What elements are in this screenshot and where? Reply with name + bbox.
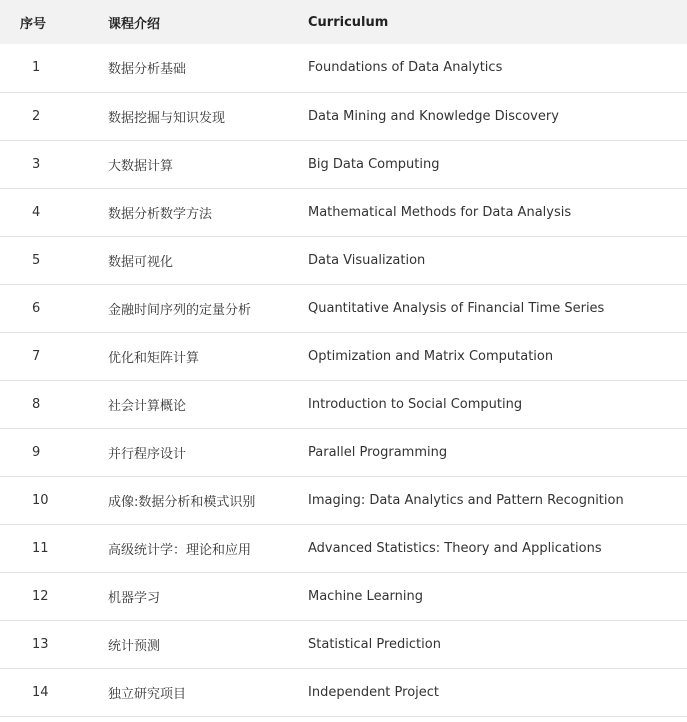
course-name-chinese: 数据可视化 <box>108 254 174 270</box>
header-index: 序号 <box>20 16 47 32</box>
table-row <box>0 524 687 572</box>
course-name-chinese: 数据挖掘与知识发现 <box>108 110 226 126</box>
row-index: 14 <box>32 684 49 700</box>
course-name-english: Machine Learning <box>308 588 423 604</box>
table-row <box>0 44 687 92</box>
course-name-english: Statistical Prediction <box>308 636 441 652</box>
table-row <box>0 140 687 188</box>
table-row <box>0 428 687 476</box>
course-name-english: Data Mining and Knowledge Discovery <box>308 108 559 124</box>
row-index: 9 <box>32 444 41 460</box>
header-chinese-course: 课程介绍 <box>108 16 161 32</box>
row-index: 10 <box>32 492 49 508</box>
course-name-chinese: 机器学习 <box>108 590 161 606</box>
table-row <box>0 668 687 716</box>
course-name-chinese: 成像:数据分析和模式识别 <box>108 494 256 510</box>
course-name-english: Data Visualization <box>308 252 426 268</box>
row-index: 7 <box>32 348 41 364</box>
course-name-english: Parallel Programming <box>308 444 448 460</box>
row-index: 11 <box>32 540 49 556</box>
course-name-chinese: 高级统计学：理论和应用 <box>108 542 252 558</box>
row-index: 2 <box>32 108 41 124</box>
table-row <box>0 380 687 428</box>
header-row <box>0 0 687 44</box>
table-row <box>0 188 687 236</box>
row-index: 1 <box>32 60 41 76</box>
course-name-english: Independent Project <box>308 684 440 700</box>
row-index: 3 <box>32 156 41 172</box>
table-row <box>0 572 687 620</box>
course-name-chinese: 统计预测 <box>108 638 161 654</box>
course-name-english: Foundations of Data Analytics <box>308 60 503 76</box>
table-row <box>0 284 687 332</box>
row-index: 6 <box>32 300 41 316</box>
table-row <box>0 620 687 668</box>
course-name-chinese: 并行程序设计 <box>108 446 187 462</box>
header-curriculum: Curriculum <box>308 14 389 30</box>
course-name-english: Mathematical Methods for Data Analysis <box>308 204 572 220</box>
row-index: 8 <box>32 396 41 412</box>
table-header <box>0 0 687 44</box>
row-index: 12 <box>32 588 49 604</box>
course-name-chinese: 独立研究项目 <box>108 686 187 702</box>
table-row <box>0 236 687 284</box>
row-index: 4 <box>32 204 41 220</box>
course-name-english: Introduction to Social Computing <box>308 396 523 412</box>
course-name-chinese: 数据分析数学方法 <box>108 206 213 222</box>
course-name-english: Imaging: Data Analytics and Pattern Recognition <box>308 492 624 508</box>
row-index: 13 <box>32 636 49 652</box>
row-index: 5 <box>32 252 41 268</box>
course-name-chinese: 社会计算概论 <box>108 398 187 414</box>
course-name-english: Quantitative Analysis of Financial Time Series <box>308 300 605 316</box>
course-name-english: Optimization and Matrix Computation <box>308 348 554 364</box>
course-name-chinese: 优化和矩阵计算 <box>108 350 200 366</box>
table-body <box>0 44 687 716</box>
table-row <box>0 92 687 140</box>
course-name-chinese: 大数据计算 <box>108 158 174 174</box>
course-name-chinese: 数据分析基础 <box>108 62 187 78</box>
course-name-chinese: 金融时间序列的定量分析 <box>108 302 252 318</box>
course-name-english: Big Data Computing <box>308 156 440 172</box>
course-name-english: Advanced Statistics: Theory and Applications <box>308 540 602 556</box>
table-row <box>0 476 687 524</box>
table-row <box>0 332 687 380</box>
